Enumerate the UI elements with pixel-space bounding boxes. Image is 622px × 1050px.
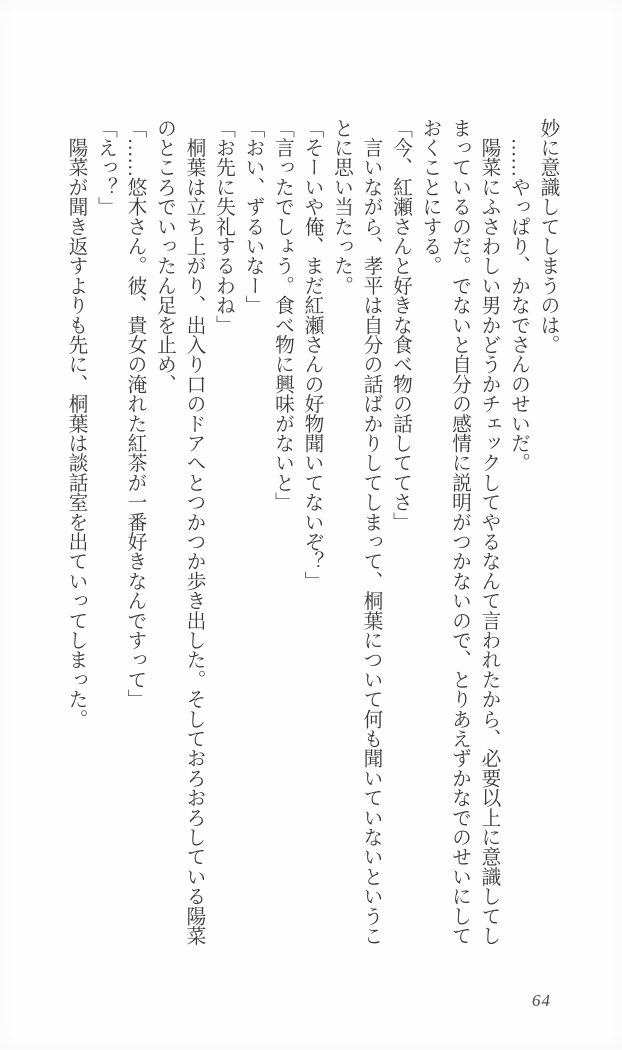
text-line: のところでいったん足を止め、 bbox=[153, 118, 176, 394]
text-line: 「お先に失礼するわね」 bbox=[212, 118, 235, 335]
text-line: 妙に意識してしまうのは。 bbox=[537, 118, 559, 355]
text-line: とに思い当たった。 bbox=[330, 118, 353, 296]
text-line: 「そーいや俺、まだ紅瀬さんの好物聞いてないぞ？」 bbox=[301, 118, 323, 591]
page-number: 64 bbox=[532, 991, 551, 1010]
text-line: 「言ったでしょう。食べ物に興味がないと」 bbox=[271, 118, 294, 512]
text-line: ……やっぱり、かなでさんのせいだ。 bbox=[507, 118, 530, 473]
vertical-text-block bbox=[61, 118, 563, 950]
text-line: 「……悠木さん。彼、貴女の淹れた紅茶が一番好きなんですって」 bbox=[124, 118, 146, 709]
text-line: おくことにする。 bbox=[419, 118, 441, 276]
text-line: 「えっ？」 bbox=[94, 118, 117, 217]
text-line: 「おい、ずるいなー」 bbox=[242, 118, 264, 315]
text-line: 言いながら、孝平は自分の話ばかりしてしまって、桐葉について何も聞いていないというこ bbox=[360, 118, 382, 946]
text-line: 陽菜が聞き返すよりも先に、桐葉は談話室を出ていってしまった。 bbox=[65, 118, 87, 729]
text-line: 「今、紅瀬さんと好きな食べ物の話しててさ」 bbox=[389, 118, 412, 532]
text-line: まっているのだ。でないと自分の感情に説明がつかないので、とりあえずかなでのせいにして bbox=[448, 118, 471, 946]
text-line: 桐葉は立ち上がり、出入り口のドアへとつかつか歩き出した。そしておろおろしている陽菜 bbox=[183, 118, 205, 946]
text-line: 陽菜にふさわしい男かどうかチェックしてやるなんて言われたから、必要以上に意識してし bbox=[478, 118, 500, 946]
